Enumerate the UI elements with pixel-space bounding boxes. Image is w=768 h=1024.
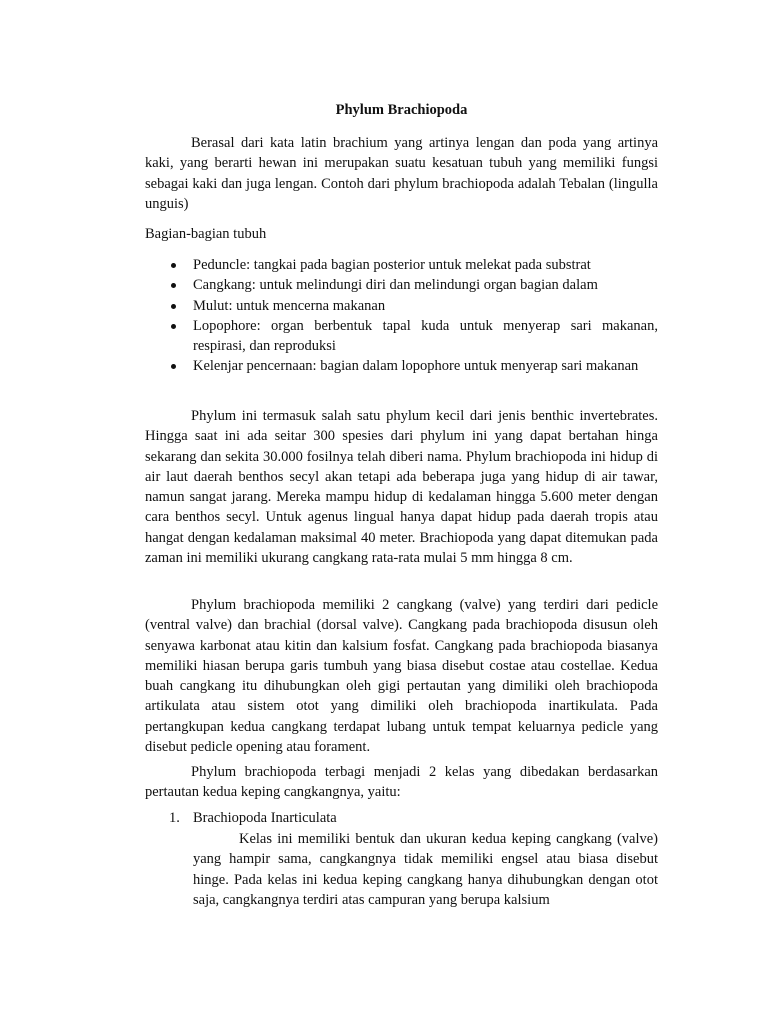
list-item — [145, 275, 658, 295]
list-item-text: Cangkang: untuk melindungi diri dan melindungi organ bagian dalam — [193, 277, 598, 294]
list-item — [145, 296, 658, 316]
bullet-icon — [171, 324, 176, 329]
class-title: Brachiopoda Inarticulata — [193, 810, 337, 826]
bullet-icon — [171, 263, 176, 268]
list-item-text: Lopophore: organ berbentuk tapal kuda untuk menyerap sari makanan, respirasi, dan reproduksi — [193, 317, 658, 355]
list-item-text: Peduncle: tangkai pada bagian posterior untuk melekat pada substrat — [193, 257, 591, 273]
list-item-text: Kelenjar pencernaan: bagian dalam lopophore untuk menyerap sari makanan — [193, 358, 639, 375]
list-item — [145, 255, 658, 275]
intro-paragraph: Berasal dari kata latin brachium yang artinya lengan dan poda yang artinya kaki, yang berarti hewan ini merupakan suatu kesatuan tubuh yang memiliki fungsi sebagai kaki dan juga lengan. Contoh dari phylum brachiopoda adalah Tebalan (lingulla unguis) — [145, 135, 658, 212]
class-description: Kelas ini memiliki bentuk dan ukuran kedua keping cangkang (valve) yang hampir sama, cangkangnya tidak memiliki engsel atau biasa disebut hinge. Pada kelas ini kedua keping cangkang hanya dihubungkan dengan otot saja, cangkangnya terdiri atas campuran yang berupa kalsium — [193, 831, 658, 908]
list-item — [145, 356, 658, 376]
parts-heading: Bagian-bagian tubuh — [145, 226, 267, 242]
shell-paragraph: Phylum brachiopoda memiliki 2 cangkang (valve) yang terdiri dari pedicle (ventral valve) dan brachial (dorsal valve). Cangkang pada brachiopoda disusun oleh senyawa karbonat atau kitin dan kalsium fosfat. Cangkang pada brachiopoda biasanya memiliki hiasan berupa garis tumbuh yang biasa disebut costae atau costellae. Kedua buah cangkang itu dihubungkan oleh gigi pertautan yang dimiliki oleh brachiopoda artikulata atau sistem otot yang dimiliki oleh brachiopoda inartikulata. Pada pertangkupan kedua cangkang terdapat lubang untuk tempat keluarnya pedicle yang disebut pedicle opening atau forament. — [145, 597, 658, 756]
body-parts-list — [145, 255, 658, 377]
list-number: 1. — [169, 810, 180, 826]
bullet-icon — [171, 364, 176, 369]
list-item-text: Mulut: untuk mencerna makanan — [193, 297, 386, 314]
classes-paragraph: Phylum brachiopoda terbagi menjadi 2 kelas yang dibedakan berdasarkan pertautan kedua keping cangkangnya, yaitu: — [145, 764, 658, 801]
habitat-paragraph: Phylum ini termasuk salah satu phylum kecil dari jenis benthic invertebrates. Hingga saat ini ada seitar 300 spesies dari phylum ini yang dapat bertahan hinga sekarang dan sekita 30.000 fosilnya telah diberi nama. Phylum brachiopoda ini hidup di air laut daerah benthos secyl akan tetapi ada beberapa juga yang hidup di air tawar, namun sangat jarang. Mereka mampu hidup di kedalaman hingga 5.600 meter dengan cara benthos secyl. Untuk agenus lingual hanya dapat hidup pada daerah tropis atau hangat dengan kedalaman maksimal 40 meter. Brachiopoda yang dapat ditemukan pada zaman ini memiliki ukurang cangkang rata-rata mulai 5 mm hingga 8 cm. — [145, 408, 658, 567]
document-title: Phylum Brachiopoda — [335, 102, 468, 118]
bullet-icon — [171, 304, 176, 309]
list-item — [145, 316, 658, 357]
bullet-icon — [171, 283, 176, 288]
